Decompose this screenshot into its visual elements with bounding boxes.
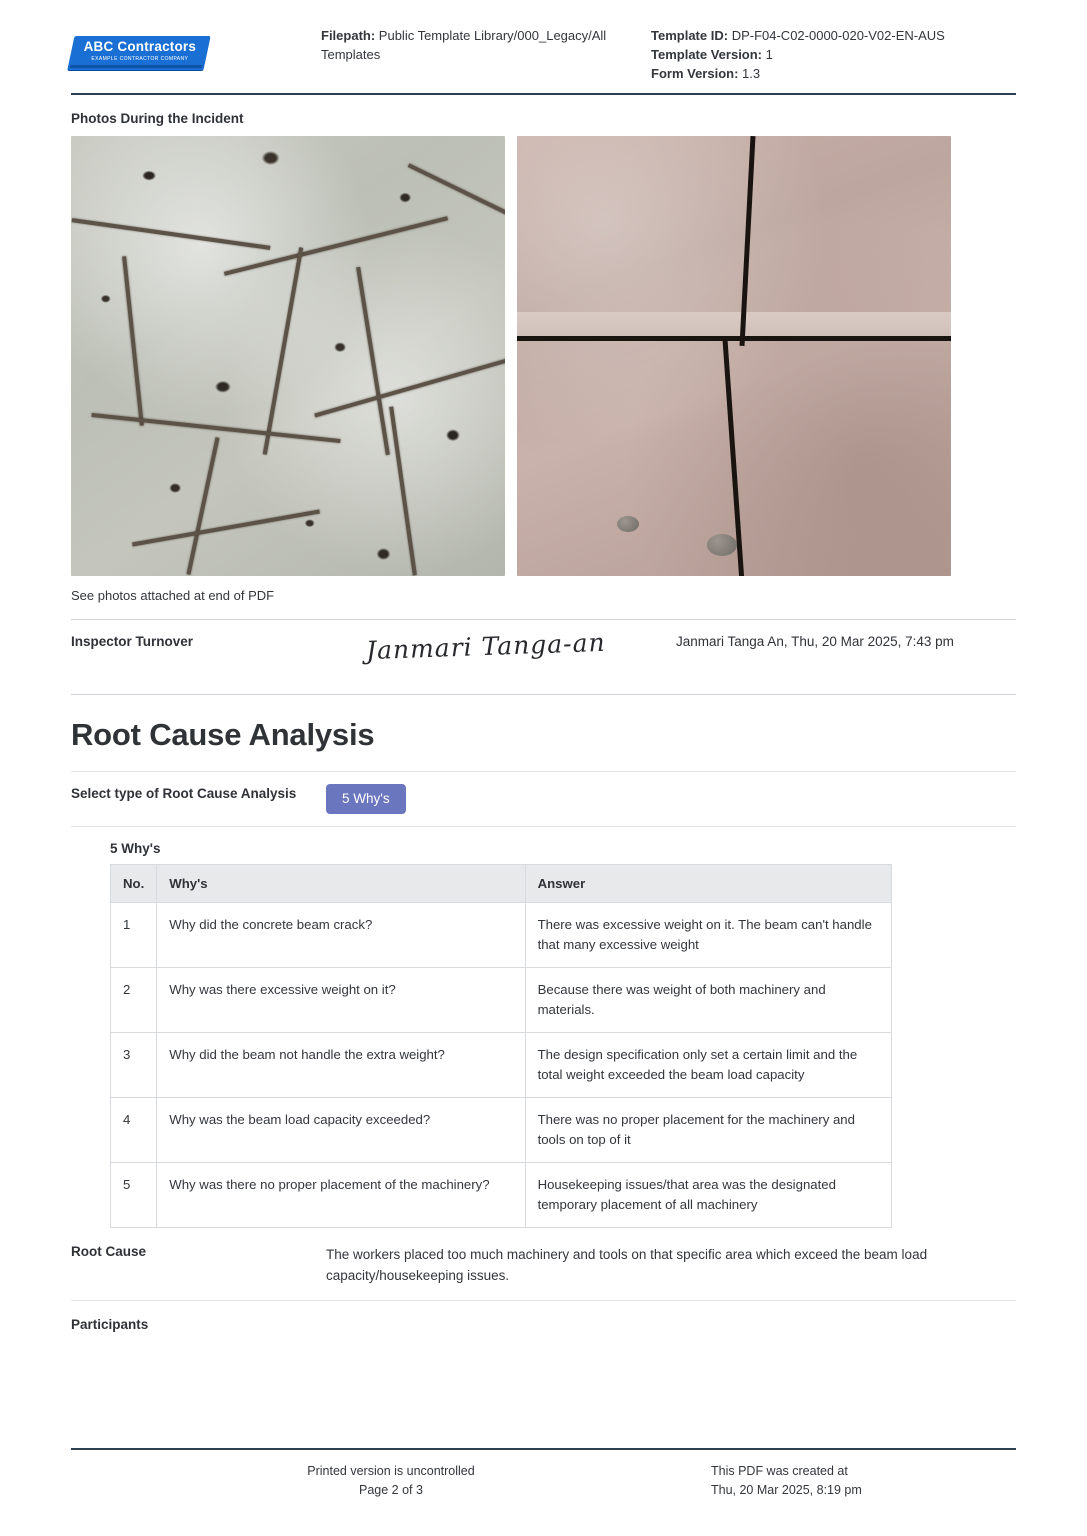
cell-no: 5 <box>111 1163 157 1228</box>
inspector-signature: Janmari Tanga-an <box>365 627 607 666</box>
table-row <box>111 1033 892 1098</box>
column-header-no: No. <box>111 865 157 903</box>
cell-answer: There was no proper placement for the machinery and tools on top of it <box>525 1098 891 1163</box>
table-header-row <box>111 865 892 903</box>
turnover-divider <box>71 694 1016 695</box>
page-header <box>71 0 1016 93</box>
pdf-created-label: This PDF was created at <box>711 1464 848 1478</box>
filepath-block <box>321 26 651 64</box>
page-title: Root Cause Analysis <box>71 717 375 752</box>
logo-underline <box>70 65 203 68</box>
template-version-value: 1 <box>765 47 773 62</box>
photo-gallery <box>71 136 1016 576</box>
column-header-answer: Answer <box>525 865 891 903</box>
logo-badge <box>67 36 210 70</box>
cell-no: 2 <box>111 968 157 1033</box>
header-divider <box>71 93 1016 95</box>
column-header-whys: Why's <box>157 865 525 903</box>
rca-type-label: Select type of Root Cause Analysis <box>71 786 297 801</box>
inspector-turnover-row <box>71 620 1016 694</box>
incident-photo-2[interactable] <box>517 136 951 576</box>
logo-subtitle: EXAMPLE CONTRACTOR COMPANY <box>91 56 189 62</box>
cell-answer: Housekeeping issues/that area was the designated temporary placement of all machinery <box>525 1163 891 1228</box>
rca-type-row <box>71 771 1016 827</box>
table-row <box>111 1163 892 1228</box>
page-footer <box>71 1448 1016 1500</box>
inspector-turnover-meta: Janmari Tanga An, Thu, 20 Mar 2025, 7:43 pm <box>676 634 954 649</box>
cell-no: 3 <box>111 1033 157 1098</box>
form-version-value: 1.3 <box>742 66 761 81</box>
root-cause-label: Root Cause <box>71 1244 147 1259</box>
cell-why: Why did the concrete beam crack? <box>157 903 525 968</box>
company-logo <box>71 26 321 70</box>
root-cause-value: The workers placed too much machinery and tools on that specific area which exceed the beam load capacity/housekeeping issues. <box>326 1247 928 1283</box>
uncontrolled-note: Printed version is uncontrolled <box>307 1464 475 1478</box>
cell-why: Why was there excessive weight on it? <box>157 968 525 1033</box>
inspector-turnover-label: Inspector Turnover <box>71 634 194 649</box>
table-row <box>111 1098 892 1163</box>
whys-table-title: 5 Why's <box>110 841 161 856</box>
cell-no: 1 <box>111 903 157 968</box>
filepath-value: Public Template Library/000_Legacy/All Templates <box>321 28 607 62</box>
rca-type-value-badge[interactable]: 5 Why's <box>326 784 406 814</box>
table-row <box>111 968 892 1033</box>
logo-title: ABC Contractors <box>83 39 197 54</box>
cell-answer: The design specification only set a certain limit and the total weight exceeded the beam load capacity <box>525 1033 891 1098</box>
form-version-label: Form Version: <box>651 66 739 81</box>
page-number: Page 2 of 3 <box>359 1483 423 1497</box>
cell-no: 4 <box>111 1098 157 1163</box>
cell-why: Why was the beam load capacity exceeded? <box>157 1098 525 1163</box>
template-id-label: Template ID: <box>651 28 729 43</box>
photos-section-title: Photos During the Incident <box>71 111 244 126</box>
cell-why: Why was there no proper placement of the machinery? <box>157 1163 525 1228</box>
participants-label: Participants <box>71 1300 1016 1342</box>
pdf-created-value: Thu, 20 Mar 2025, 8:19 pm <box>711 1483 862 1497</box>
signature-area <box>326 627 646 666</box>
cell-answer: Because there was weight of both machinery and materials. <box>525 968 891 1033</box>
footer-left-block <box>71 1462 711 1500</box>
template-block <box>651 26 981 83</box>
root-cause-row <box>71 1228 1016 1300</box>
footer-right-block <box>711 1462 1016 1500</box>
photos-caption: See photos attached at end of PDF <box>71 588 275 603</box>
five-whys-table <box>110 864 892 1228</box>
cell-answer: There was excessive weight on it. The beam can't handle that many excessive weight <box>525 903 891 968</box>
template-version-label: Template Version: <box>651 47 763 62</box>
template-id-value: DP-F04-C02-0000-020-V02-EN-AUS <box>731 28 945 43</box>
filepath-label: Filepath: <box>321 28 376 43</box>
cell-why: Why did the beam not handle the extra weight? <box>157 1033 525 1098</box>
table-row <box>111 903 892 968</box>
incident-photo-1[interactable] <box>71 136 505 576</box>
footer-divider <box>71 1448 1016 1450</box>
